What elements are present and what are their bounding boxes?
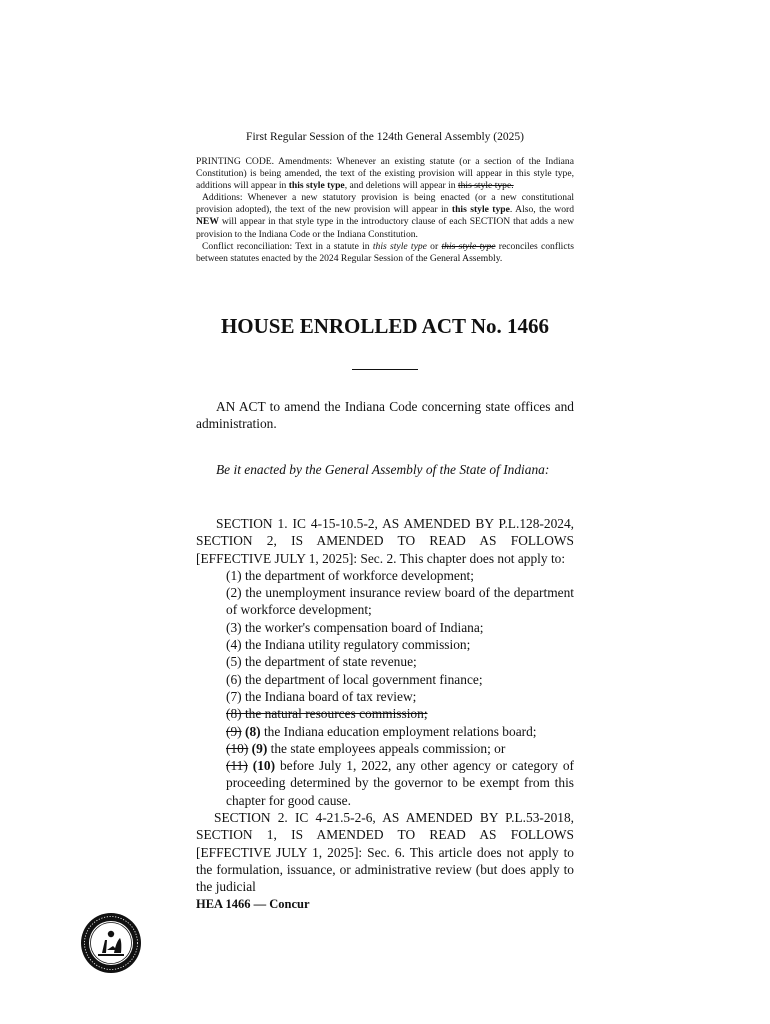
section-2-heading: SECTION 2. IC 4-21.5-2-6, AS AMENDED BY P.L.53-2018, SECTION 1, IS AMENDED TO READ AS FOLLOWS [EFFECTIVE JULY 1, 2025]: Sec. 6. This article does not apply to the formulation, issuance, or administrative review (but does apply to the judicial — [196, 810, 574, 895]
title-divider — [352, 369, 418, 370]
state-seal-icon — [80, 912, 142, 974]
deleted-list-item: (8) the natural resources commission; — [226, 706, 428, 722]
enacting-clause: Be it enacted by the General Assembly of the State of Indiana: — [216, 462, 550, 477]
session-line: First Regular Session of the 124th General Assembly (2025) — [246, 131, 524, 143]
printing-code-amendments: PRINTING CODE. Amendments: Whenever an existing statute (or a section of the Indiana Constitution) is being amended, the text of the existing provision will appear in this style type, additions will appear in this style type, and deletions will appear in this style type. — [196, 156, 574, 192]
list-item: (1) the department of workforce development; — [226, 567, 475, 583]
footer-label: HEA 1466 — Concur — [196, 897, 310, 911]
printing-code-notice — [196, 156, 574, 265]
list-item: (9) (8) the Indiana education employment relations board; — [226, 723, 537, 739]
printing-code-additions: Additions: Whenever a new statutory provision is being enacted (or a new constitutional provision adopted), the text of the new provision will appear in this style type. Also, the word NEW will appear in that style type in the introductory clause of each SECTION that adds a new provision to the Indiana Code or the Indiana Constitution. — [196, 192, 574, 240]
list-item: (10) (9) the state employees appeals commission; or — [226, 740, 506, 756]
act-intro: AN ACT to amend the Indiana Code concerning state offices and administration. — [196, 399, 574, 432]
act-sections — [196, 515, 574, 896]
section-1-heading: SECTION 1. IC 4-15-10.5-2, AS AMENDED BY P.L.128-2024, SECTION 2, IS AMENDED TO READ AS FOLLOWS [EFFECTIVE JULY 1, 2025]: Sec. 2. This chapter does not apply to: — [196, 516, 574, 566]
list-item: (7) the Indiana board of tax review; — [226, 688, 417, 704]
act-title: HOUSE ENROLLED ACT No. 1466 — [220, 314, 550, 338]
printing-code-conflict: Conflict reconciliation: Text in a statute in this style type or this style type reconciles conflicts between statutes enacted by the 2024 Regular Session of the General Assembly. — [196, 240, 575, 264]
list-item: (2) the unemployment insurance review board of the department of workforce development; — [226, 585, 574, 618]
list-item: (6) the department of local government finance; — [226, 671, 483, 687]
list-item: (5) the department of state revenue; — [226, 654, 417, 670]
list-item: (3) the worker's compensation board of Indiana; — [226, 619, 484, 635]
list-item: (4) the Indiana utility regulatory commission; — [226, 637, 471, 653]
list-item: (11) (10) before July 1, 2022, any other agency or category of proceeding determined by the governor to be exempt from this chapter for good cause. — [226, 758, 574, 808]
